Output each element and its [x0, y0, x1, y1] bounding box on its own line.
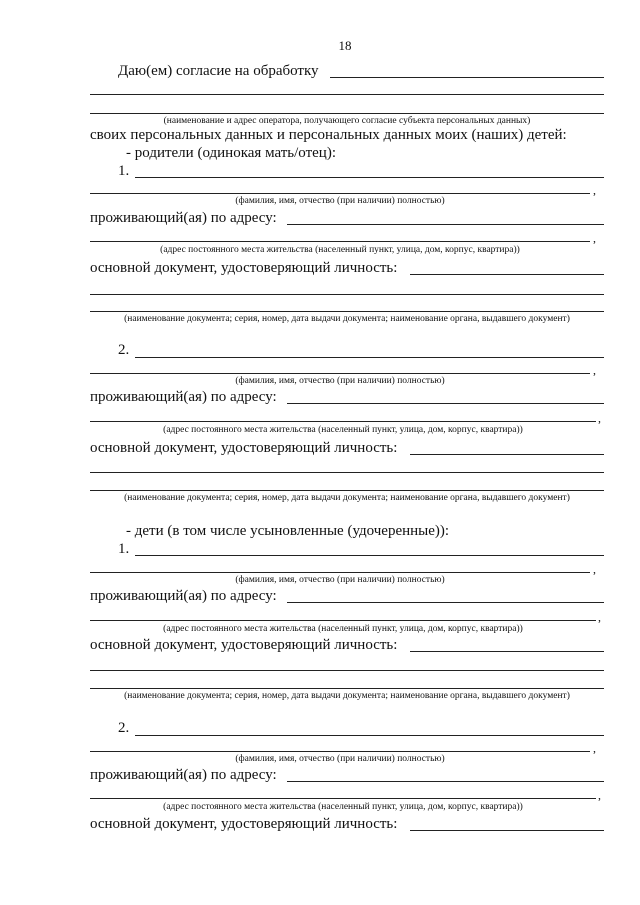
consent-label: Даю(ем) согласие на обработку: [118, 63, 319, 79]
child-1-address-caption: (адрес постоянного места жительства (населенный пункт, улица, дом, корпус, квартира)): [163, 624, 523, 634]
comma: ,: [593, 363, 596, 377]
comma: ,: [593, 741, 596, 755]
comma: ,: [593, 562, 596, 576]
child-1-fio-caption: (фамилия, имя, отчество (при наличии) полностью): [235, 575, 445, 585]
child-1-doc-caption: (наименование документа; серия, номер, дата выдачи документа; наименование органа, выдавшего документ): [124, 691, 570, 701]
child-1-address-label: проживающий(ая) по адресу:: [90, 588, 277, 604]
parent-1-doc-blank-2[interactable]: [90, 294, 604, 295]
page-number: 18: [338, 38, 352, 53]
child-2-address-caption: (адрес постоянного места жительства (населенный пункт, улица, дом, корпус, квартира)): [163, 802, 523, 812]
operator-blank-3[interactable]: [90, 113, 604, 114]
parent-1-number: 1.: [118, 163, 130, 179]
parent-2-doc-label: основной документ, удостоверяющий личность:: [90, 440, 398, 456]
child-2-doc-label: основной документ, удостоверяющий личность:: [90, 816, 398, 832]
comma: ,: [593, 183, 596, 197]
parent-2-doc-blank-2[interactable]: [90, 472, 604, 473]
children-heading: - дети (в том числе усыновленные (удочеренные)):: [126, 523, 450, 539]
child-2-address-blank-1[interactable]: [287, 781, 604, 782]
parent-2-number: 2.: [118, 342, 130, 358]
comma: ,: [598, 411, 601, 425]
parent-1-fio-caption: (фамилия, имя, отчество (при наличии) полностью): [235, 196, 445, 206]
parent-1-fio-blank-2[interactable]: [90, 193, 590, 194]
operator-caption: (наименование и адрес оператора, получающего согласие субъекта персональных данных): [163, 116, 531, 126]
child-2-fio-caption: (фамилия, имя, отчество (при наличии) полностью): [235, 754, 445, 764]
parent-2-address-caption: (адрес постоянного места жительства (населенный пункт, улица, дом, корпус, квартира)): [163, 425, 523, 435]
child-2-address-blank-2[interactable]: [90, 798, 596, 799]
parent-2-doc-blank-1[interactable]: [410, 454, 604, 455]
child-2-number: 2.: [118, 720, 130, 736]
parents-heading: - родители (одинокая мать/отец):: [126, 145, 336, 161]
parent-1-address-caption: (адрес постоянного места жительства (населенный пункт, улица, дом, корпус, квартира)): [160, 245, 520, 255]
child-1-address-blank-2[interactable]: [90, 620, 596, 621]
parent-2-address-blank-1[interactable]: [287, 403, 604, 404]
parent-2-doc-caption: (наименование документа; серия, номер, дата выдачи документа; наименование органа, выдавшего документ): [124, 493, 570, 503]
parent-1-address-blank-2[interactable]: [90, 241, 590, 242]
comma: ,: [598, 788, 601, 802]
parent-2-fio-caption: (фамилия, имя, отчество (при наличии) полностью): [235, 376, 445, 386]
parent-2-address-blank-2[interactable]: [90, 421, 596, 422]
parent-1-doc-blank-3[interactable]: [90, 311, 604, 312]
operator-blank-1[interactable]: [330, 77, 604, 78]
child-1-doc-blank-2[interactable]: [90, 670, 604, 671]
child-1-fio-blank-1[interactable]: [135, 555, 604, 556]
operator-blank-2[interactable]: [90, 94, 604, 95]
parent-2-address-label: проживающий(ая) по адресу:: [90, 389, 277, 405]
parent-1-doc-label: основной документ, удостоверяющий личность:: [90, 260, 398, 276]
child-2-fio-blank-1[interactable]: [135, 735, 604, 736]
child-2-address-label: проживающий(ая) по адресу:: [90, 767, 277, 783]
child-1-doc-label: основной документ, удостоверяющий личность:: [90, 637, 398, 653]
parent-1-doc-caption: (наименование документа; серия, номер, дата выдачи документа; наименование органа, выдавшего документ): [124, 314, 570, 324]
comma: ,: [598, 610, 601, 624]
child-1-number: 1.: [118, 541, 130, 557]
child-1-address-blank-1[interactable]: [287, 602, 604, 603]
comma: ,: [593, 231, 596, 245]
parent-2-fio-blank-2[interactable]: [90, 373, 590, 374]
parent-1-doc-blank-1[interactable]: [410, 274, 604, 275]
parent-1-address-label: проживающий(ая) по адресу:: [90, 210, 277, 226]
data-scope-line: своих персональных данных и персональных данных моих (наших) детей:: [90, 127, 567, 143]
parent-1-address-blank-1[interactable]: [287, 224, 604, 225]
child-1-doc-blank-1[interactable]: [410, 651, 604, 652]
parent-2-fio-blank-1[interactable]: [135, 357, 604, 358]
parent-1-fio-blank-1[interactable]: [135, 177, 604, 178]
child-2-fio-blank-2[interactable]: [90, 751, 590, 752]
child-1-doc-blank-3[interactable]: [90, 688, 604, 689]
child-1-fio-blank-2[interactable]: [90, 572, 590, 573]
child-2-doc-blank-1[interactable]: [410, 830, 604, 831]
parent-2-doc-blank-3[interactable]: [90, 490, 604, 491]
